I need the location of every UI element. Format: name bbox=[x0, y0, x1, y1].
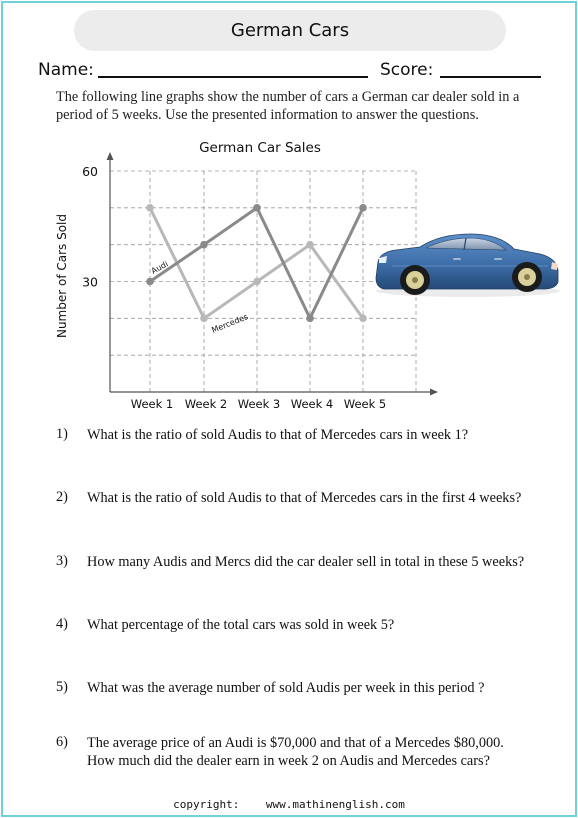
data-point-mercedes bbox=[146, 204, 154, 212]
name-blank[interactable] bbox=[98, 76, 368, 78]
data-point-mercedes bbox=[306, 241, 314, 249]
y-tick-labels bbox=[82, 164, 98, 290]
data-point-audi bbox=[359, 204, 367, 212]
question-6-text: The average price of an Audi is $70,000 and that of a Mercedes $80,000. How much did the dealer earn in week 2 on Audis and Mercedes cars? bbox=[87, 735, 504, 769]
chart-title: German Car Sales bbox=[199, 140, 321, 156]
footer-website-link[interactable]: www.mathinenglish.com bbox=[265, 798, 405, 811]
data-point-audi bbox=[146, 278, 154, 286]
y-tick-label: 60 bbox=[82, 164, 98, 179]
data-point-audi bbox=[306, 315, 314, 323]
data-point-mercedes bbox=[359, 315, 367, 323]
question-3-text: How many Audis and Mercs did the car dealer sell in total in these 5 weeks? bbox=[87, 554, 525, 570]
x-tick-label: Week 3 bbox=[237, 397, 281, 411]
question-5-text: What was the average number of sold Audis per week in this period ? bbox=[87, 680, 485, 696]
question-2-number: 2) bbox=[56, 489, 68, 505]
series-line-mercedes bbox=[150, 208, 363, 319]
score-label: Score: bbox=[380, 60, 434, 80]
data-point-audi bbox=[253, 204, 261, 212]
y-axis-label: Number of Cars Sold bbox=[55, 213, 69, 339]
series-line-audi bbox=[150, 208, 363, 319]
data-point-mercedes bbox=[200, 315, 208, 323]
x-tick-label: Week 5 bbox=[343, 397, 387, 411]
question-6-number: 6) bbox=[56, 734, 68, 750]
question-1-text: What is the ratio of sold Audis to that of Mercedes cars in week 1? bbox=[87, 427, 469, 443]
chart-series bbox=[146, 204, 367, 322]
worksheet-title: German Cars bbox=[74, 10, 506, 51]
series-label-mercedes: Mercedes bbox=[210, 312, 250, 335]
chart-grid bbox=[110, 171, 416, 392]
score-blank[interactable] bbox=[440, 76, 541, 78]
footer bbox=[0, 798, 578, 811]
data-point-audi bbox=[200, 241, 208, 249]
x-axis-arrow bbox=[430, 389, 438, 396]
question-1-number: 1) bbox=[56, 426, 68, 442]
x-tick-labels bbox=[131, 397, 386, 411]
question-2-text: What is the ratio of sold Audis to that of Mercedes cars in the first 4 weeks? bbox=[87, 490, 522, 506]
question-5-number: 5) bbox=[56, 679, 68, 695]
question-3-number: 3) bbox=[56, 553, 68, 569]
x-tick-label: Week 1 bbox=[130, 397, 174, 411]
line-chart bbox=[0, 130, 578, 416]
series-label-audi: Audi bbox=[149, 259, 170, 276]
y-tick-label: 30 bbox=[82, 274, 98, 290]
intro-text: The following line graphs show the number of cars a German car dealer sold in a period of 5 weeks. Use the presented information to answer the questions. bbox=[56, 89, 520, 123]
name-label: Name: bbox=[38, 60, 94, 80]
y-axis-arrow bbox=[107, 152, 114, 160]
question-4-text: What percentage of the total cars was sold in week 5? bbox=[87, 617, 395, 633]
footer-copyright-label: copyright: bbox=[173, 798, 240, 811]
data-point-mercedes bbox=[253, 278, 261, 286]
car-illustration-icon bbox=[376, 234, 560, 297]
x-tick-label: Week 4 bbox=[290, 397, 334, 411]
question-4-number: 4) bbox=[56, 616, 68, 632]
x-tick-label: Week 2 bbox=[184, 397, 228, 411]
